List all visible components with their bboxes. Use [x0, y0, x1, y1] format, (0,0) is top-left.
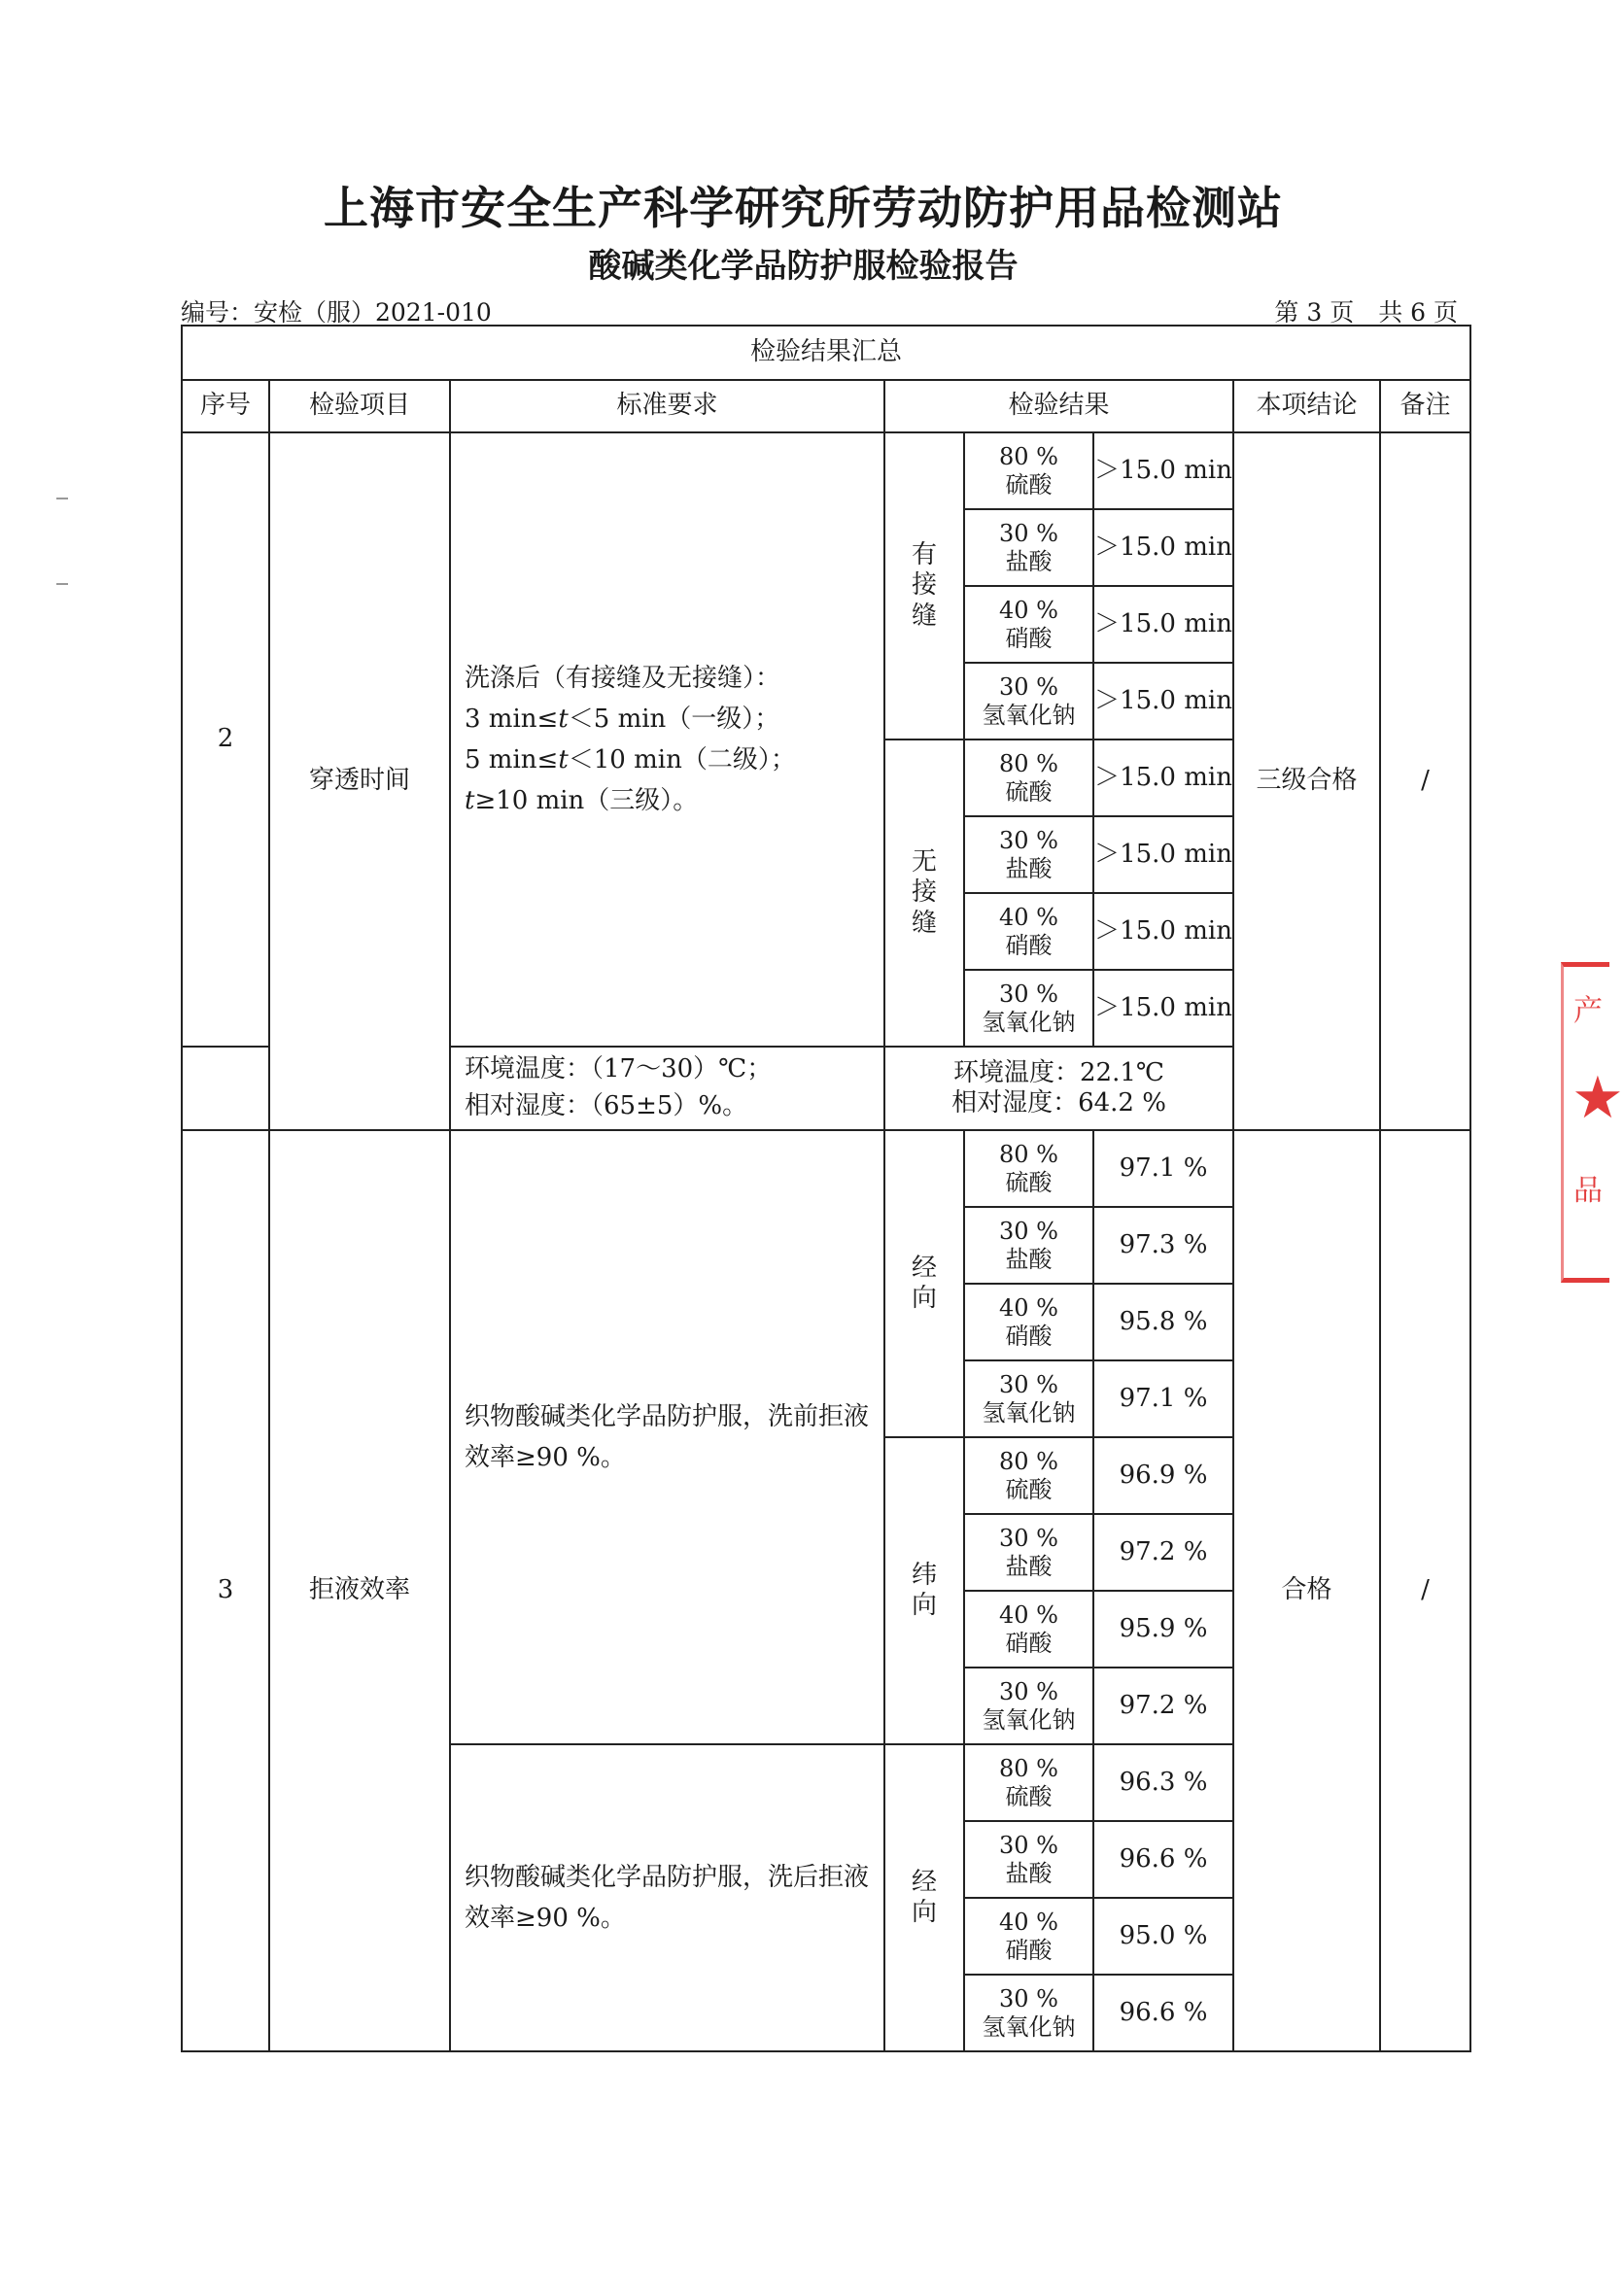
chemical-cell: 30 % 氢氧化钠: [964, 1668, 1093, 1744]
standard-cell: [450, 432, 884, 1047]
result-value: 96.6 %: [1093, 1975, 1233, 2051]
item-cell: 穿透时间: [269, 432, 450, 1130]
direction-label: 经 向: [884, 1130, 964, 1437]
result-value: 95.0 %: [1093, 1898, 1233, 1975]
chemical-cell: 40 % 硝酸: [964, 1898, 1093, 1975]
chemical-cell: 30 % 盐酸: [964, 816, 1093, 893]
result-value: 96.3 %: [1093, 1744, 1233, 1821]
report-org-title: 上海市安全生产科学研究所劳动防护用品检测站: [324, 182, 1283, 234]
chemical-cell: 30 % 盐酸: [964, 509, 1093, 586]
chemical-cell: 80 % 硫酸: [964, 739, 1093, 816]
standard-line: t≥10 min（三级）。: [465, 786, 699, 816]
result-value: ＞15.0 min: [1093, 509, 1233, 586]
results-table: [181, 325, 1471, 2052]
result-value: ＞15.0 min: [1093, 586, 1233, 663]
group-label: 无 接 缝: [884, 739, 964, 1047]
chemical-cell: 30 % 氢氧化钠: [964, 1360, 1093, 1437]
result-value: ＞15.0 min: [1093, 893, 1233, 970]
result-value: 96.9 %: [1093, 1437, 1233, 1514]
item-cell: 拒液效率: [269, 1130, 450, 2051]
header-remark: 备注: [1380, 380, 1470, 432]
chemical-cell: 80 % 硫酸: [964, 432, 1093, 509]
remark-cell: /: [1380, 432, 1470, 1130]
env-seq-blank: [182, 1047, 269, 1130]
result-value: 97.1 %: [1093, 1130, 1233, 1207]
result-value: 95.9 %: [1093, 1591, 1233, 1668]
margin-mark: [56, 498, 68, 499]
chemical-cell: 40 % 硝酸: [964, 893, 1093, 970]
stamp-char: 品: [1573, 1174, 1603, 1208]
result-value: ＞15.0 min: [1093, 816, 1233, 893]
chemical-cell: 30 % 氢氧化钠: [964, 663, 1093, 739]
chemical-cell: 40 % 硝酸: [964, 586, 1093, 663]
chemical-cell: 80 % 硫酸: [964, 1744, 1093, 1821]
table-row: [182, 432, 1470, 509]
standard-after-cell: 织物酸碱类化学品防护服，洗后拒液效率≥90 %。: [450, 1744, 884, 2051]
chemical-cell: 40 % 硝酸: [964, 1591, 1093, 1668]
margin-mark: [56, 583, 68, 585]
stamp-char: 产: [1573, 994, 1603, 1028]
header-conclusion: 本项结论: [1233, 380, 1380, 432]
header-seq: 序号: [182, 380, 269, 432]
result-value: 95.8 %: [1093, 1284, 1233, 1360]
direction-label: 纬 向: [884, 1437, 964, 1744]
result-value: ＞15.0 min: [1093, 739, 1233, 816]
env-standard: 环境温度：（17～30）℃； 相对湿度：（65±5）%。: [450, 1047, 884, 1130]
chemical-cell: 30 % 氢氧化钠: [964, 970, 1093, 1047]
standard-before-cell: 织物酸碱类化学品防护服，洗前拒液效率≥90 %。: [450, 1130, 884, 1744]
result-value: ＞15.0 min: [1093, 432, 1233, 509]
result-value: 97.1 %: [1093, 1360, 1233, 1437]
report-number: 编号：安检（服）2021-010: [181, 298, 492, 327]
standard-line: 洗涤后（有接缝及无接缝）：: [465, 663, 781, 693]
conclusion-cell: 三级合格: [1233, 432, 1380, 1130]
chemical-cell: 80 % 硫酸: [964, 1130, 1093, 1207]
remark-cell: /: [1380, 1130, 1470, 2051]
seq-cell: 2: [182, 432, 269, 1047]
direction-label: 经 向: [884, 1744, 964, 2051]
table-caption: 检验结果汇总: [182, 326, 1470, 380]
result-value: 97.2 %: [1093, 1668, 1233, 1744]
star-icon: ★: [1572, 1064, 1624, 1132]
report-subtitle: 酸碱类化学品防护服检验报告: [588, 247, 1019, 286]
header-item: 检验项目: [269, 380, 450, 432]
seq-cell: 3: [182, 1130, 269, 2051]
page-info: 第 3 页 共 6 页: [1274, 298, 1458, 327]
standard-line: 3 min≤t＜5 min（一级）；: [465, 704, 780, 734]
group-label: 有 接 缝: [884, 432, 964, 739]
header-result: 检验结果: [884, 380, 1233, 432]
conclusion-cell: 合格: [1233, 1130, 1380, 2051]
result-value: ＞15.0 min: [1093, 663, 1233, 739]
result-value: 97.3 %: [1093, 1207, 1233, 1284]
chemical-cell: 30 % 氢氧化钠: [964, 1975, 1093, 2051]
env-result: 环境温度：22.1℃ 相对湿度：64.2 %: [884, 1047, 1233, 1130]
chemical-cell: 30 % 盐酸: [964, 1207, 1093, 1284]
chemical-cell: 40 % 硝酸: [964, 1284, 1093, 1360]
result-value: 96.6 %: [1093, 1821, 1233, 1898]
table-row: [182, 1130, 1470, 1207]
chemical-cell: 30 % 盐酸: [964, 1821, 1093, 1898]
header-standard: 标准要求: [450, 380, 884, 432]
result-value: ＞15.0 min: [1093, 970, 1233, 1047]
red-seal-stamp: [1561, 962, 1624, 1283]
standard-line: 5 min≤t＜10 min（二级）；: [465, 745, 796, 774]
result-value: 97.2 %: [1093, 1514, 1233, 1591]
chemical-cell: 80 % 硫酸: [964, 1437, 1093, 1514]
chemical-cell: 30 % 盐酸: [964, 1514, 1093, 1591]
